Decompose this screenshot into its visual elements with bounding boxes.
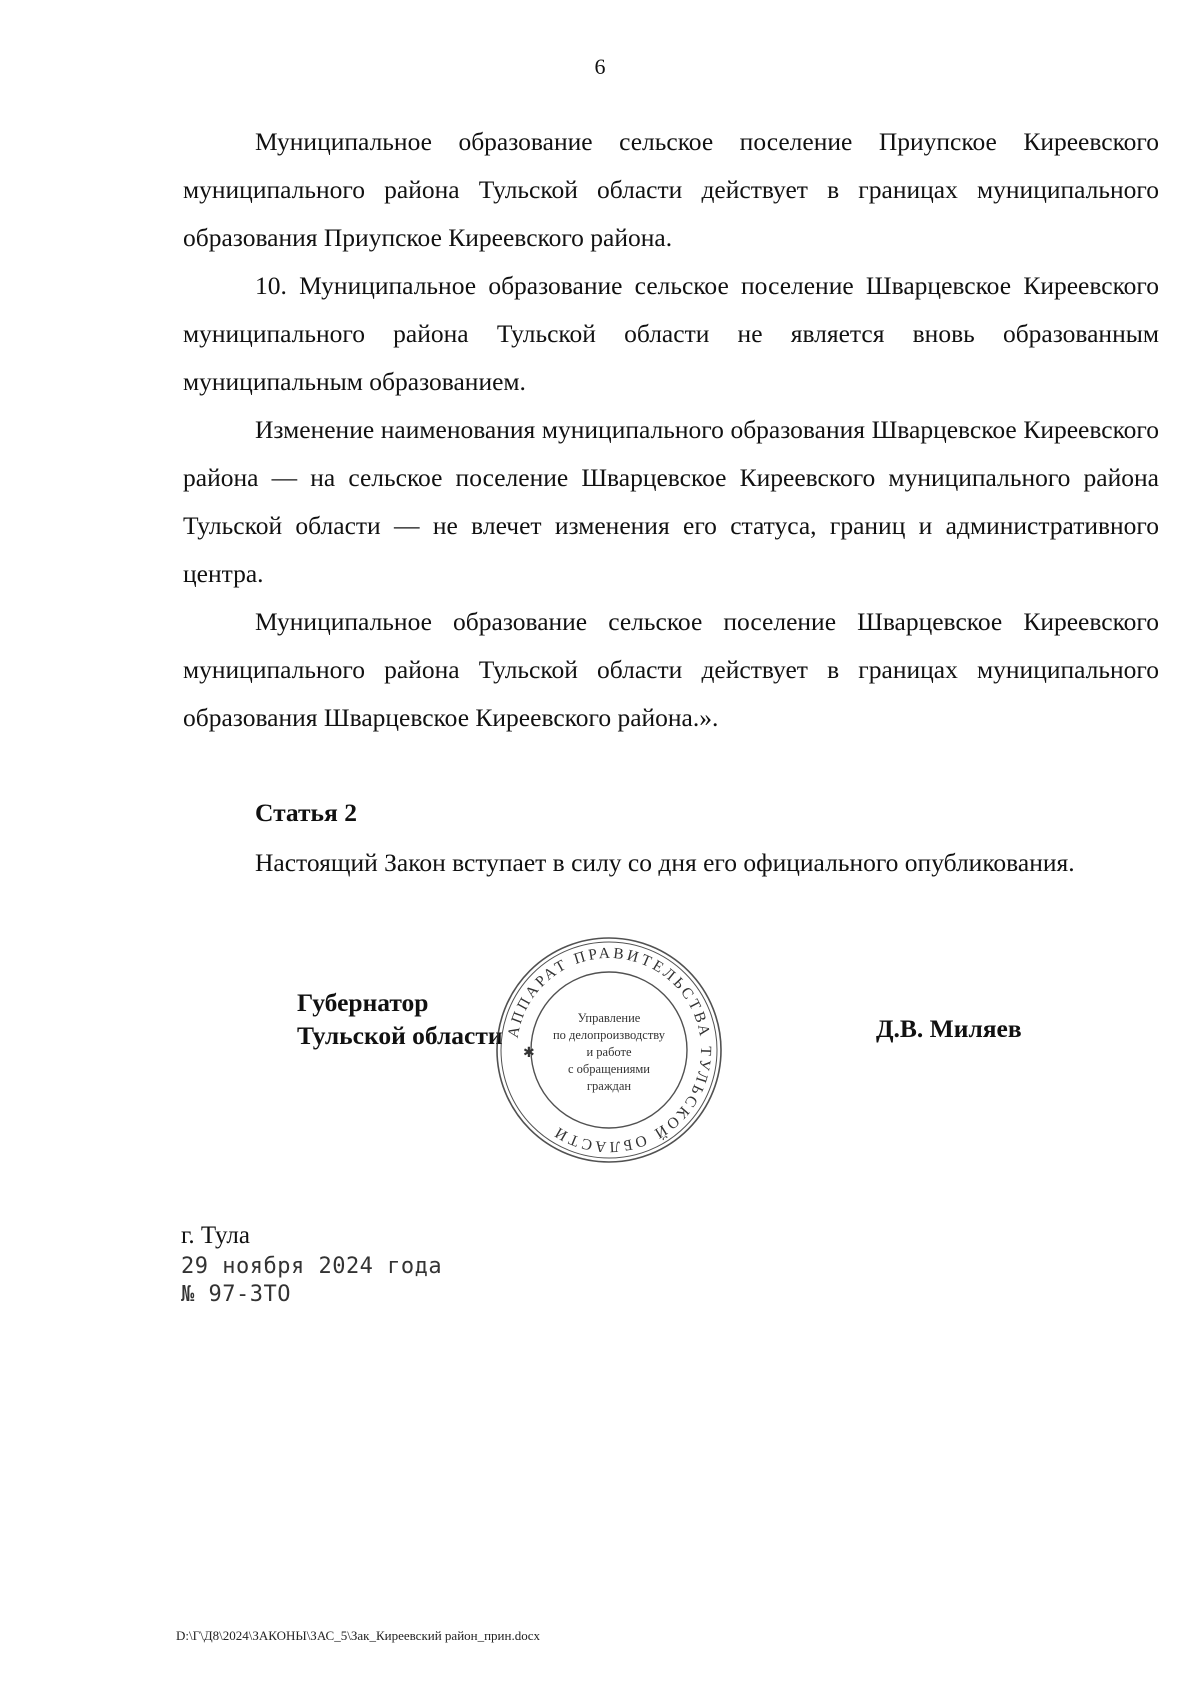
law-number: № 97-ЗТО — [181, 1282, 291, 1307]
paragraph: Изменение наименования муниципального образования Шварцевское Киреевского района — на сельское поселение Шварцевское Киреевского муниципального района Тульской области — не влечет изменения его статуса, границ и административного центра. — [183, 415, 1159, 588]
stamp-center-line: Управление — [577, 1011, 641, 1025]
signatory-title-line: Губернатор — [297, 988, 429, 1017]
stamp-ring-text: АППАРАТ ПРАВИТЕЛЬСТВА ТУЛЬСКОЙ ОБЛАСТИ — [504, 944, 715, 1156]
svg-text:✱: ✱ — [523, 1046, 535, 1061]
official-stamp — [493, 934, 725, 1166]
law-date: 29 ноября 2024 года — [181, 1254, 443, 1279]
stamp-center-line: и работе — [586, 1045, 632, 1059]
signatory-title — [297, 986, 503, 1052]
article-heading: Статья 2 — [255, 798, 357, 827]
article-text: Настоящий Закон вступает в силу со дня его официального опубликования. — [255, 848, 1075, 877]
stamp-center-line: по делопроизводству — [552, 1028, 666, 1042]
law-body-text — [183, 118, 1159, 742]
signatory-name: Д.В. Миляев — [876, 1014, 1022, 1043]
stamp-center-line: граждан — [586, 1079, 632, 1093]
paragraph: 10. Муниципальное образование сельское поселение Шварцевское Киреевского муниципального района Тульской области не является вновь образованным муниципальным образованием. — [183, 271, 1159, 396]
place-of-signing: г. Тула — [181, 1222, 250, 1249]
file-path: D:\Г\Д8\2024\ЗАКОНЫ\ЗАС_5\Зак_Киреевский район_прин.docx — [176, 1628, 540, 1643]
paragraph: Муниципальное образование сельское поселение Приупское Киреевского муниципального района Тульской области действует в границах муниципального образования Приупское Киреевского района. — [183, 127, 1159, 252]
signatory-title-line: Тульской области — [297, 1021, 503, 1050]
paragraph: Муниципальное образование сельское поселение Шварцевское Киреевского муниципального района Тульской области действует в границах муниципального образования Шварцевское Киреевского района.». — [183, 607, 1159, 732]
page-number: 6 — [594, 54, 606, 79]
stamp-center-line: с обращениями — [568, 1062, 650, 1076]
